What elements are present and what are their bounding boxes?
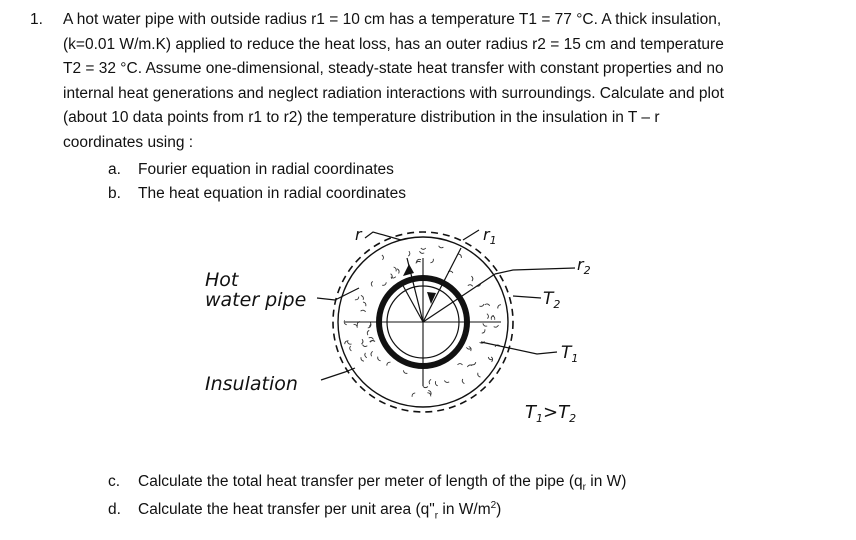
insulation-speck [378, 357, 381, 361]
insulation-speck [487, 314, 489, 319]
insulation-speck [391, 274, 393, 279]
part-text-end: ) [496, 501, 502, 519]
insulation-speck [362, 339, 363, 344]
statement-line: coordinates using : [63, 133, 194, 151]
insulation-speck [429, 379, 431, 384]
insulation-speck [371, 351, 373, 356]
part-letter: c. [108, 473, 121, 490]
leader-r2 [495, 268, 575, 274]
insulation-speck [365, 353, 367, 358]
label-r2: $r_2$ [577, 255, 591, 277]
part-a [108, 158, 394, 182]
statement-line: (about 10 data points from r1 to r2) the temperature distribution in the insulation in T – r [63, 109, 660, 126]
insulation-speck [350, 346, 352, 351]
insulation-speck [439, 246, 444, 248]
insulation-speck [347, 341, 351, 344]
label-r1: $r_1$ [483, 225, 497, 247]
insulation-speck [371, 281, 372, 286]
part-text: Calculate the total heat transfer per meter of length of the pipe (q [138, 473, 583, 490]
insulation-speck [421, 248, 426, 249]
insulation-speck [355, 297, 359, 300]
insulation-speck [354, 324, 358, 327]
insulation-speck [397, 269, 399, 274]
insulation-speck [363, 302, 366, 306]
insulation-speck [471, 276, 472, 281]
insulation-speck [478, 373, 481, 377]
insulation-speck [458, 254, 461, 258]
insulation-speck [394, 267, 397, 271]
leader-insulation [321, 368, 355, 380]
part-text: The heat equation in radial coordinates [138, 185, 406, 202]
insulation-speck [435, 381, 437, 386]
label-temperature-relation: $T_1>T_2$ [525, 402, 577, 425]
insulation-speck [412, 393, 415, 397]
insulation-speck [498, 305, 501, 309]
insulation-speck [387, 362, 391, 365]
problem-statement [63, 8, 818, 155]
insulated-pipe-diagram [195, 218, 615, 440]
part-letter: d. [108, 501, 121, 519]
statement-line: T2 = 32 °C. Assume one-dimensional, steady-state heat transfer with constant properties and no [63, 60, 724, 77]
insulation-speck [382, 255, 384, 260]
insulation-speck [494, 325, 499, 327]
statement-line: (k=0.01 W/m.K) applied to reduce the heat loss, has an outer radius r2 = 15 cm and temperature [63, 35, 724, 53]
part-letter: a. [108, 161, 121, 178]
part-d [108, 494, 501, 528]
label-insulation: Insulation [205, 373, 298, 395]
insulation-speck [403, 370, 407, 373]
label-water-pipe: water pipe [205, 289, 307, 311]
insulation-speck [458, 364, 463, 365]
superscript: 2 [490, 500, 497, 511]
insulation-speck [430, 259, 433, 263]
label-T1: $T_1$ [561, 343, 579, 365]
leader-T2 [513, 296, 541, 298]
insulation-speck [367, 330, 369, 335]
leader-r1 [463, 230, 479, 240]
insulation-speck [420, 251, 425, 253]
insulation-speck [483, 323, 487, 326]
part-text-end: in W) [585, 473, 627, 490]
insulation-speck [408, 251, 410, 256]
part-letter: b. [108, 185, 121, 202]
insulation-speck [462, 379, 464, 384]
insulation-speck [427, 393, 430, 397]
leader-r [365, 232, 401, 240]
insulation-speck [444, 380, 449, 382]
leader-T1 [481, 342, 557, 354]
part-text: Calculate the heat transfer per unit area (q" [138, 501, 435, 519]
insulation-speck [361, 357, 364, 361]
leader-hot-water [317, 288, 359, 300]
label-r: r [355, 225, 362, 244]
insulation-speck [363, 345, 368, 347]
insulation-speck [369, 337, 374, 339]
insulation-speck [382, 282, 386, 285]
statement-line: A hot water pipe with outside radius r1 = 10 cm has a temperature T1 = 77 °C. A thick insulation, [63, 11, 722, 28]
subscript: r [582, 482, 586, 494]
insulation-speck [467, 365, 472, 367]
part-text: Fourier equation in radial coordinates [138, 161, 394, 178]
insulation-speck [468, 285, 473, 287]
part-b [108, 182, 406, 206]
insulation-speck [479, 304, 484, 306]
insulation-speck [472, 362, 476, 365]
statement-line: internal heat generations and neglect radiation interactions with surroundings. Calculate and plot [63, 84, 724, 102]
label-T2: $T_2$ [543, 289, 561, 311]
insulation-speck [370, 341, 375, 343]
insulation-speck [482, 329, 485, 333]
part-text-mid: in W/m [438, 501, 491, 519]
insulation-speck [361, 295, 364, 300]
problem-number: 1. [30, 11, 43, 28]
insulation-speck [361, 310, 366, 312]
arrowhead [403, 264, 414, 276]
subscript: r [434, 510, 439, 522]
label-hot: Hot [205, 269, 239, 291]
insulation-speck [485, 304, 490, 306]
insulation-speck [423, 386, 428, 387]
